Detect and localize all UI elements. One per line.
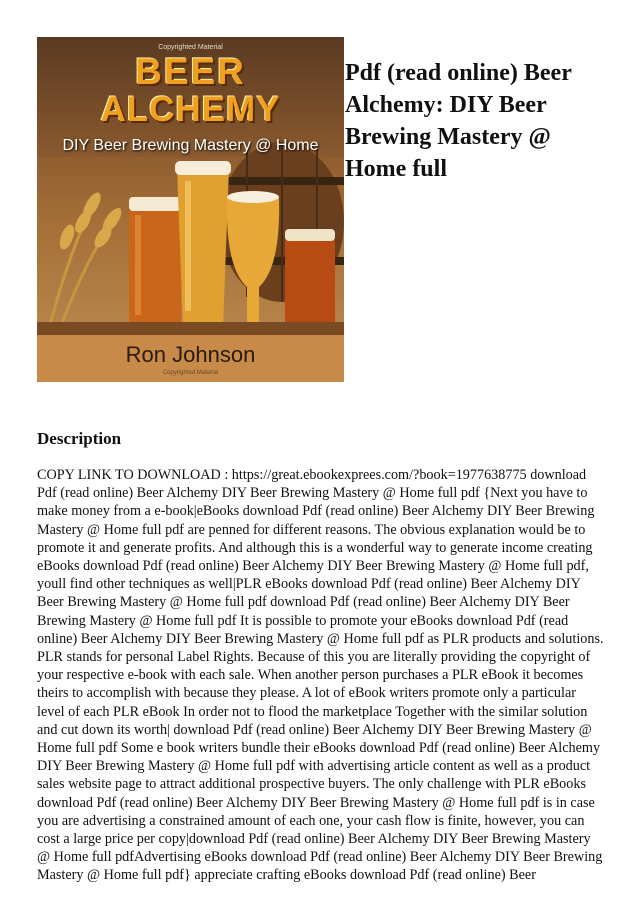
cover-title-line1: BEER <box>135 51 246 92</box>
book-cover-image <box>37 37 344 382</box>
copyright-mark: Copyrighted Material <box>158 44 223 51</box>
cover-author: Ron Johnson <box>125 342 256 367</box>
description-body: COPY LINK TO DOWNLOAD : https://great.ebookexprees.com/?book=1977638775 download Pdf (read online) Beer Alchemy DIY Beer Brewing Mastery @ Home full pdf {Next you have to make money from a e-book|eBooks download Pdf (read online) Beer Alchemy DIY Beer Brewing Mastery @ Home full pdf are penned for different reasons. The obvious explanation would be to promote it and generate profits. And although this is a wonderful way to generate income creating eBooks download Pdf (read online) Beer Alchemy DIY Beer Brewing Mastery @ Home full pdf, youll find other techniques as well|PLR eBooks download Pdf (read online) Beer Alchemy DIY Beer Brewing Mastery @ Home full pdf download Pdf (read online) Beer Alchemy DIY Beer Brewing Mastery @ Home full pdf It is possible to promote your eBooks download Pdf (read online) Beer Alchemy DIY Beer Brewing Mastery @ Home full pdf as PLR products and solutions. PLR stands for personal Label Rights. Because of this you are literally providing the copyright of your respective e-book with each sale. When another person purchases a PLR eBook it becomes theirs to accomplish with because they please. A lot of eBook writers promote only a particular level of each PLR eBook In order not to flood the marketplace Together with the similar solution and cut down its worth| download Pdf (read online) Beer Alchemy DIY Beer Brewing Mastery @ Home full pdf Some e book writers bundle their eBooks download Pdf (read online) Beer Alchemy DIY Beer Brewing Mastery @ Home full pdf with advertising article content as well as a product sales website page to attract additional prospective buyers. The only challenge with PLR eBooks download Pdf (read online) Beer Alchemy DIY Beer Brewing Mastery @ Home full pdf is in case you are advertising a constrained amount of each one, your cash flow is finite, however, you can cost a large price per copy|download Pdf (read online) Beer Alchemy DIY Beer Brewing Mastery @ Home full pdfAdvertising eBooks download Pdf (read online) Beer Alchemy DIY Beer Brewing Mastery @ Home full pdf} appreciate crafting eBooks download Pdf (read online) Beer <box>37 467 604 884</box>
cover-subtitle: DIY Beer Brewing Mastery @ Home <box>62 137 319 154</box>
page-title: Pdf (read online) Beer Alchemy: DIY Beer Brewing Mastery @ Home full <box>345 60 572 182</box>
beer-glass-2 <box>175 161 231 327</box>
cover-title-line2: ALCHEMY <box>100 90 281 129</box>
beer-glass-4 <box>285 229 335 327</box>
cover-bottom-mark: Copyrighted Material <box>162 370 219 376</box>
description-heading: Description <box>37 429 122 448</box>
beer-glass-1 <box>129 197 181 325</box>
